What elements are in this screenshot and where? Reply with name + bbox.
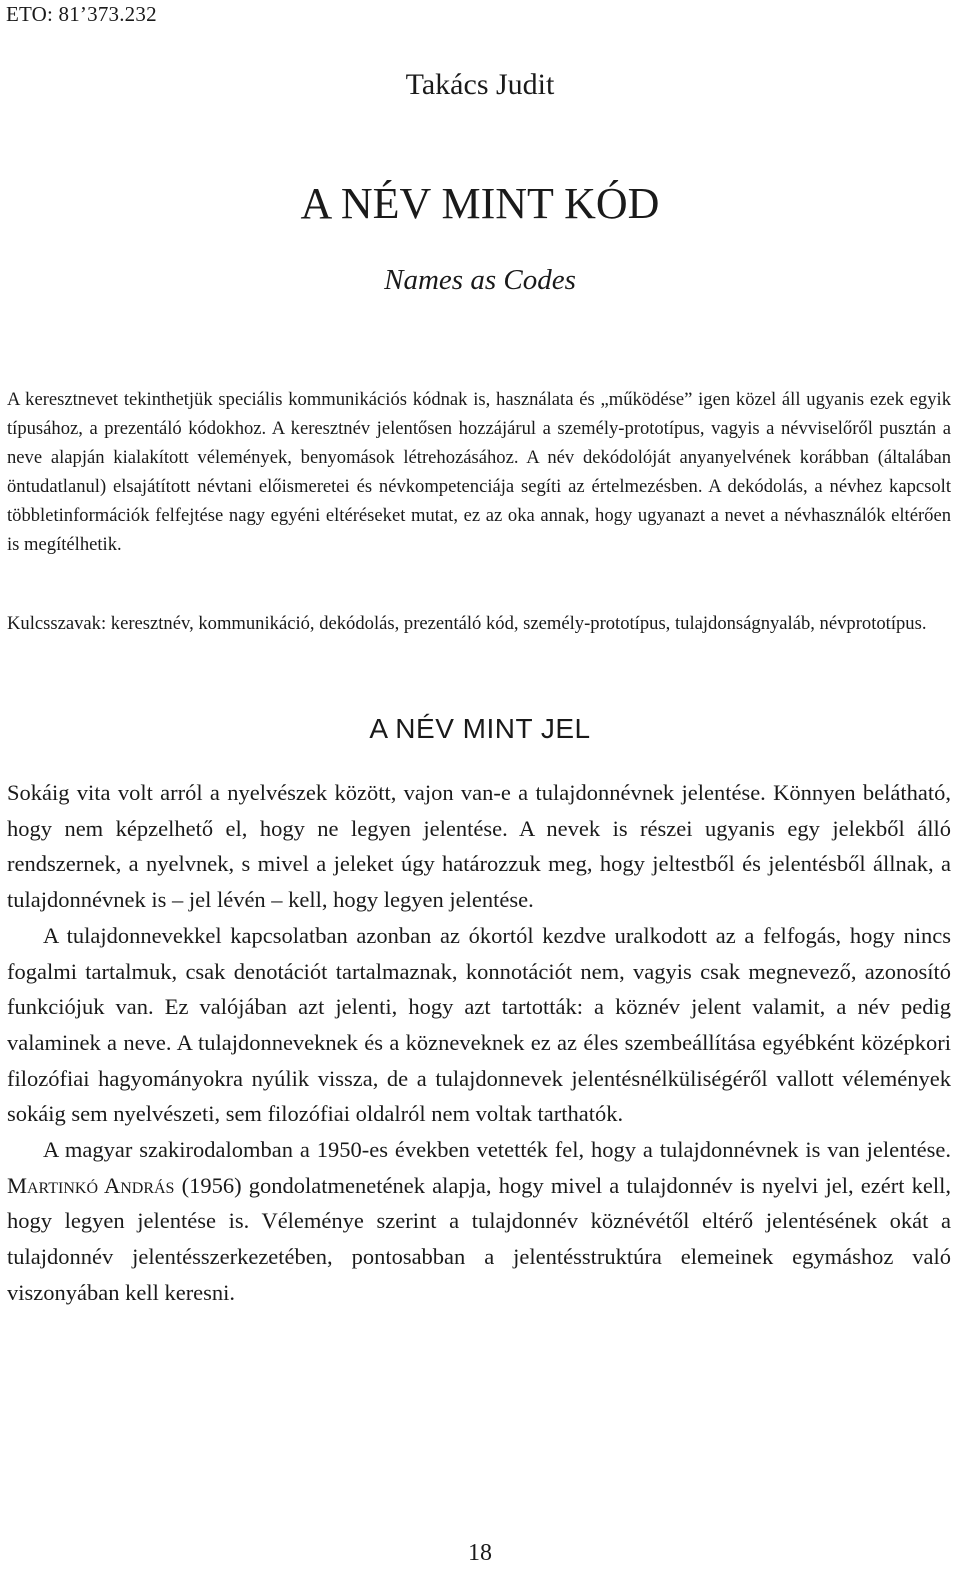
paragraph-text: A magyar szakirodalomban a 1950-es években vetették fel, hogy a tulajdonnévnek is van jelentése. <box>43 1137 951 1163</box>
body-paragraph: A tulajdonnevekkel kapcsolatban azonban az ókortól kezdve uralkodott az a felfogás, hogy nincs fogalmi tartalmuk, csak denotációt tartalmaznak, konnotációt nem, vagyis csak megnevező, azonosító funkciójuk van. Ez valójában azt jelenti, hogy azt tartották: a köznév jelent valamit, a név pedig valaminek a neve. A tulajdonneveknek és a közneveknek ez az éles szembeállítása egyébként középkori filozófiai hagyományokra nyúlik vissza, de a tulajdonnevek jelentésnélküliségéről vallott vélemények sokáig sem nyelvészeti, sem filozófiai oldalról nem voltak tarthatók. <box>7 922 951 1127</box>
abstract: A keresztnevet tekinthetjük speciális kommunikációs kódnak is, használata és „működése” igen közel áll ugyanis ezek egyik típusához, a prezentáló kódokhoz. A keresztnév jelentősen hozzájárul a személy-prototípus, vagyis a névviselőről pusztán a neve alapján kialakított vélemények, benyomások létrehozásához. A név dekódolóját anyanyelvének korábban (általában öntudatlanul) elsajátított névtani előismeretei és névkompetenciája segíti az értelmezésben. A dekódolás, a névhez kapcsolt többletinformációk felfejtése nagy egyéni eltéréseket mutat, ez az oka annak, hogy ugyanazt a nevet a névhasználók eltérően is megítélhetik. <box>7 389 951 555</box>
article-subtitle: Names as Codes <box>384 264 576 296</box>
body-paragraph: Sokáig vita volt arról a nyelvészek között, vajon van-e a tulajdonnévnek jelentése. Könnyen belátható, hogy nem képzelhető el, hogy ne legyen jelentése. A nevek is részei ugyanis egy jelekből álló rendszernek, a nyelvnek, s mivel a jeleket úgy határozzuk meg, hogy jeltestből és jelentésből állnak, a tulajdonnévnek is – jel lévén – kell, hogy legyen jelentése. <box>7 780 951 913</box>
body-paragraph <box>7 1132 951 1311</box>
paragraph-text: (1956) gondolatmenetének alapja, hogy mivel a tulajdonnév is nyelvi jel, ezért kell, hogy legyen jelentése is. Véleménye szerint a tulajdonnév köznévétől eltérő jelentésének okát a tulajdonnév jelentésszerkezetében, pontosabban a jelentésstruktúra elemeinek egymáshoz való viszonyában kell keresni. <box>7 1172 951 1305</box>
keywords: Kulcsszavak: keresztnév, kommunikáció, dekódolás, prezentáló kód, személy-prototípus, tulajdonságnyaláb, névprototípus. <box>7 613 927 634</box>
page-number: 18 <box>468 1540 492 1566</box>
section-heading: A NÉV MINT JEL <box>369 713 591 744</box>
author-name: Takács Judit <box>405 68 555 101</box>
section-body <box>7 775 951 1311</box>
cited-author: Martinkó András <box>7 1172 175 1198</box>
article-title: A NÉV MINT KÓD <box>300 179 660 228</box>
udc-code: ETO: 81’373.232 <box>6 2 157 26</box>
